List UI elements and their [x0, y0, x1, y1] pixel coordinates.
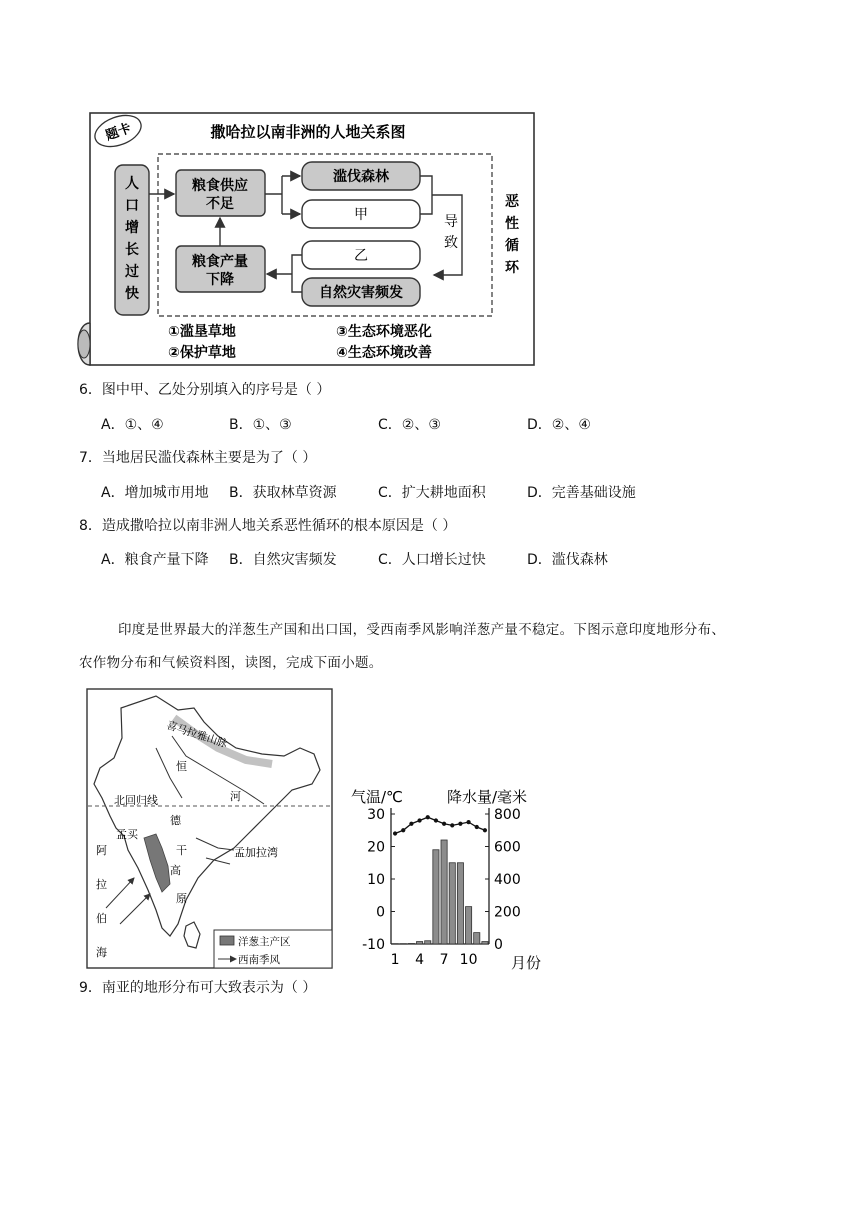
deforestation-label: 滥伐森林	[333, 169, 389, 185]
temp-point	[401, 828, 405, 832]
temp-tick-label: 20	[367, 839, 385, 856]
x-axis-title: 月份	[511, 954, 542, 972]
deccan-label-a: 德	[170, 814, 181, 827]
q7-option-c[interactable]: C．扩大耕地面积	[378, 485, 486, 501]
lead-to-label: 导致	[444, 214, 458, 251]
ganges-label-b: 河	[230, 790, 241, 803]
q7-option-b[interactable]: B．获取林草资源	[229, 485, 337, 501]
x-tick-label: 4	[415, 952, 425, 968]
legend-item2: ②保护草地	[168, 345, 236, 361]
q7-option-d[interactable]: D．完善基础设施	[527, 485, 636, 501]
precip-tick-label: 0	[494, 937, 503, 953]
temp-tick-label: -10	[362, 937, 385, 953]
precip-axis-title: 降水量/毫米	[447, 788, 528, 806]
legend-item4: ④生态环境改善	[336, 345, 432, 361]
precip-tick-label: 600	[494, 839, 521, 856]
q8-option-a[interactable]: A．粮食产量下降	[101, 552, 209, 568]
temp-tick-label: 10	[367, 872, 385, 888]
precip-bar	[417, 942, 423, 944]
deccan-label-c: 高	[170, 864, 181, 877]
temp-point	[475, 825, 479, 829]
precip-bar	[425, 941, 431, 944]
passage-line2: 农作物分布和气候资料图，读图，完成下面小题。	[79, 655, 383, 671]
temp-tick-label: 30	[367, 807, 385, 823]
card-label: 题卡	[103, 120, 134, 144]
deccan-label-b: 干	[176, 844, 187, 857]
legend-item3: ③生态环境恶化	[336, 324, 432, 340]
q8-option-d[interactable]: D．滥伐森林	[527, 552, 608, 568]
tropic-label: 北回归线	[114, 794, 158, 807]
temp-point	[466, 820, 470, 824]
precip-bar	[392, 944, 398, 945]
food-output-line2: 下降	[206, 272, 234, 288]
temp-point	[417, 818, 421, 822]
food-output-line1: 粮食产量	[192, 254, 248, 270]
precip-bar	[482, 942, 488, 944]
temp-point	[434, 818, 438, 822]
q6-option-b[interactable]: B．①、③	[229, 417, 292, 433]
precip-bar	[474, 933, 480, 944]
deccan-label-d: 原	[176, 892, 187, 905]
temp-point	[393, 831, 397, 835]
diagram-title: 撒哈拉以南非洲的人地关系图	[210, 123, 406, 141]
chart-plot-area	[362, 807, 521, 968]
precip-bar	[457, 863, 463, 944]
temp-line	[395, 817, 485, 833]
temp-point	[409, 822, 413, 826]
question-6-stem: 6．图中甲、乙处分别填入的序号是（ ）	[79, 382, 331, 398]
climate-chart	[345, 782, 560, 974]
population-label: 人口增长过快	[125, 176, 139, 302]
legend-item1: ①滥垦草地	[168, 324, 236, 340]
scroll-frame	[90, 113, 534, 365]
temp-tick-label: 0	[376, 904, 385, 921]
temp-point	[442, 822, 446, 826]
india-map	[86, 688, 334, 970]
himalaya-label: 喜马拉雅山脉	[165, 719, 229, 751]
temp-point	[483, 828, 487, 832]
monsoon-legend-label: 西南季风	[238, 954, 280, 966]
onion-legend-swatch	[220, 936, 234, 945]
temp-point	[450, 823, 454, 827]
x-tick-label: 7	[439, 952, 449, 968]
yi-label: 乙	[354, 248, 368, 264]
arabian-sea-label: 阿拉伯海	[96, 844, 107, 959]
mumbai-label: 孟买	[116, 828, 138, 841]
precip-bar	[449, 863, 455, 944]
q7-option-a[interactable]: A．增加城市用地	[101, 485, 209, 501]
question-9-stem: 9．南亚的地形分布可大致表示为（ ）	[79, 980, 317, 996]
precip-tick-label: 200	[494, 904, 521, 921]
precip-bar	[466, 907, 472, 944]
q6-option-d[interactable]: D．②、④	[527, 417, 591, 433]
precip-tick-label: 400	[494, 872, 521, 888]
x-tick-label: 1	[390, 952, 400, 968]
human-land-diagram	[70, 108, 540, 370]
passage-line1: 印度是世界最大的洋葱生产国和出口国，受西南季风影响洋葱产量不稳定。下图示意印度地形分布、	[118, 622, 726, 638]
q6-option-c[interactable]: C．②、③	[378, 417, 441, 433]
food-supply-line2: 不足	[206, 196, 234, 212]
food-supply-line1: 粮食供应	[192, 178, 248, 194]
bay-of-bengal-label: 孟加拉湾	[234, 846, 278, 859]
q6-option-a[interactable]: A．①、④	[101, 417, 164, 433]
precip-bar	[441, 840, 447, 944]
precip-tick-label: 800	[494, 807, 521, 823]
ganges-label-a: 恒	[176, 760, 187, 773]
precip-bar	[400, 944, 406, 945]
precip-bar	[408, 944, 414, 945]
temp-axis-title: 气温/℃	[351, 788, 403, 806]
question-8-stem: 8．造成撒哈拉以南非洲人地关系恶性循环的根本原因是（ ）	[79, 518, 457, 534]
onion-legend-label: 洋葱主产区	[238, 936, 291, 948]
temp-point	[426, 815, 430, 819]
disaster-label: 自然灾害频发	[319, 285, 403, 301]
precip-bar	[433, 850, 439, 944]
q8-option-b[interactable]: B．自然灾害频发	[229, 552, 337, 568]
x-tick-label: 10	[459, 952, 478, 968]
question-7-stem: 7．当地居民滥伐森林主要是为了（ ）	[79, 450, 317, 466]
q8-option-c[interactable]: C．人口增长过快	[378, 552, 486, 568]
jia-label: 甲	[354, 207, 368, 223]
vicious-cycle-label: 恶性循环	[505, 194, 519, 276]
temp-point	[458, 822, 462, 826]
